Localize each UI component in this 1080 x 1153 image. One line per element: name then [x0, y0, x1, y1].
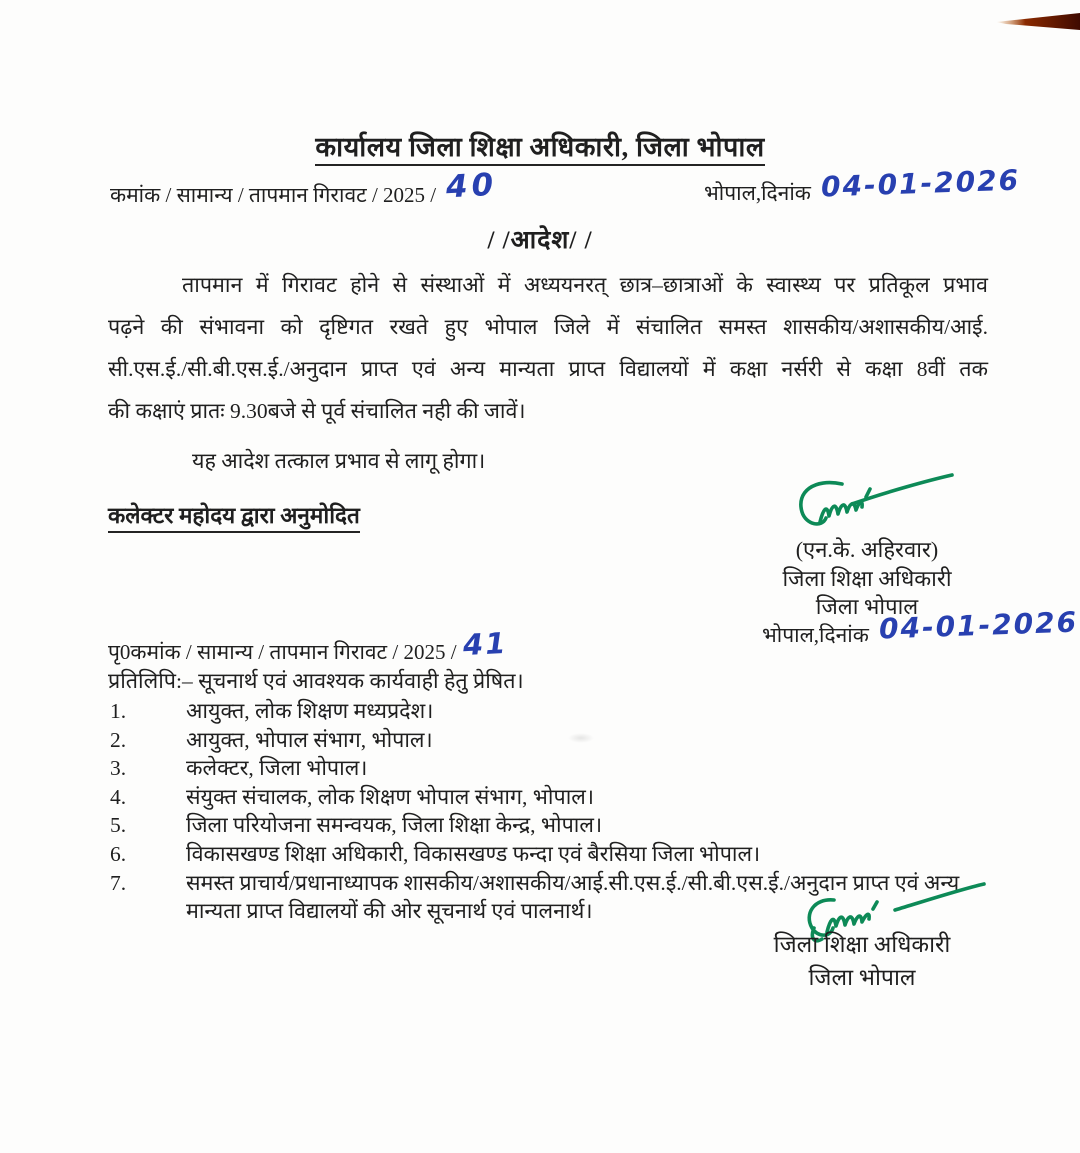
reference-row: [110, 163, 1021, 210]
body-line-2: पढ़ने की संभावना को दृष्टिगत रखते हुए भोपाल जिले में संचालित समस्त शासकीय/अशासकीय/आई.: [108, 315, 988, 339]
copy-forwarding-line: प्रतिलिपि:– सूचनार्थ एवं आवश्यक कार्यवाही हेतु प्रेषित।: [108, 669, 524, 693]
reference-number-handwritten: 40: [445, 166, 499, 206]
recipient-row: [110, 783, 994, 812]
place-date-line: [704, 163, 1021, 207]
date-handwritten: 04-01-2026: [820, 163, 1021, 204]
recipient-text: समस्त प्राचार्य/प्रधानाध्यापक शासकीय/अशासकीय/आई.सी.एस.ई./सी.बी.एस.ई./अनुदान प्राप्त एवं अन्य मान्यता प्राप्त विद्यालयों की ओर सूचनार्थ एवं पालनार्थ।: [186, 870, 960, 924]
recipient-number: 1.: [110, 699, 127, 723]
recipient-text: कलेक्टर, जिला भोपाल।: [186, 756, 368, 781]
signatory2-designation: जिला शिक्षा अधिकारी: [773, 932, 951, 957]
office-letterhead-title: [0, 127, 1080, 164]
recipient-row: [110, 754, 994, 783]
recipient-number: 6.: [110, 841, 127, 866]
recipient-text: संयुक्त संचालक, लोक शिक्षण भोपाल संभाग, भोपाल।: [186, 784, 594, 809]
recipient-number: 4.: [110, 784, 127, 809]
endorsement-reference-printed: पृ0कमांक / सामान्य / तापमान गिरावट / 2025 /: [108, 640, 457, 664]
body-line-1: तापमान में गिरावट होने से संस्थाओं में अध्ययनरत् छात्र–छात्राओं के स्वास्थ्य पर प्रतिकूल प्रभाव: [182, 273, 988, 297]
recipient-text: आयुक्त, लोक शिक्षण मध्यप्रदेश।: [186, 699, 434, 723]
recipient-number: 5.: [110, 813, 127, 838]
recipient-number: 2.: [110, 727, 127, 752]
recipient-text: विकासखण्ड शिक्षा अधिकारी, विकासखण्ड फन्दा एवं बैरसिया जिला भोपाल।: [186, 841, 761, 866]
recipient-number: 3.: [110, 756, 127, 781]
recipient-number: 7.: [110, 870, 127, 895]
recipient-text: जिला परियोजना समन्वयक, जिला शिक्षा केन्द्र, भोपाल।: [186, 813, 603, 838]
recipient-row: [110, 840, 994, 869]
recipient-row: [110, 726, 994, 755]
endorsement-date-handwritten: 04-01-2026: [878, 605, 1079, 646]
reference-number-printed: कमांक / सामान्य / तापमान गिरावट / 2025 /: [110, 183, 437, 207]
body-line-3: सी.एस.ई./सी.बी.एस.ई./अनुदान प्राप्त एवं अन्य मान्यता प्राप्त विद्यालयों में कक्षा नर्सरी से कक्षा 8वीं तक: [108, 357, 988, 381]
signatory1-name: (एन.के. अहिरवार): [795, 537, 939, 562]
signatory-block-1: [750, 536, 984, 622]
signatory1-place: जिला भोपाल: [815, 594, 919, 619]
endorsement-reference-line: [108, 625, 508, 666]
order-heading: / /आदेश/ /: [487, 227, 593, 254]
recipient-row: [110, 697, 994, 726]
scan-artifact-red-wedge: [996, 12, 1080, 32]
recipient-row: [110, 811, 994, 840]
endorsement-place-date-label: भोपाल,दिनांक: [762, 623, 869, 647]
reference-number-line: [110, 166, 499, 210]
body-line-4: की कक्षाएं प्रातः 9.30बजे से पूर्व संचालित नही की जावें।: [108, 399, 526, 423]
signature-scribble-1: [790, 470, 975, 540]
scan-smudge: [568, 733, 594, 743]
immediate-effect-line: यह आदेश तत्काल प्रभाव से लागू होगा।: [192, 449, 486, 473]
order-body-paragraph: [108, 264, 988, 432]
place-date-label: भोपाल,दिनांक: [704, 181, 811, 205]
endorsement-reference-handwritten: 41: [461, 625, 508, 663]
office-letterhead-title-text: कार्यालय जिला शिक्षा अधिकारी, जिला भोपाल: [315, 132, 764, 166]
signatory1-designation: जिला शिक्षा अधिकारी: [782, 565, 952, 591]
collector-approval-line: कलेक्टर महोदय द्वारा अनुमोदित: [108, 499, 360, 530]
signatory-block-2: [740, 928, 984, 994]
recipient-text: आयुक्त, भोपाल संभाग, भोपाल।: [186, 727, 433, 752]
signatory2-place: जिला भोपाल: [808, 965, 916, 990]
